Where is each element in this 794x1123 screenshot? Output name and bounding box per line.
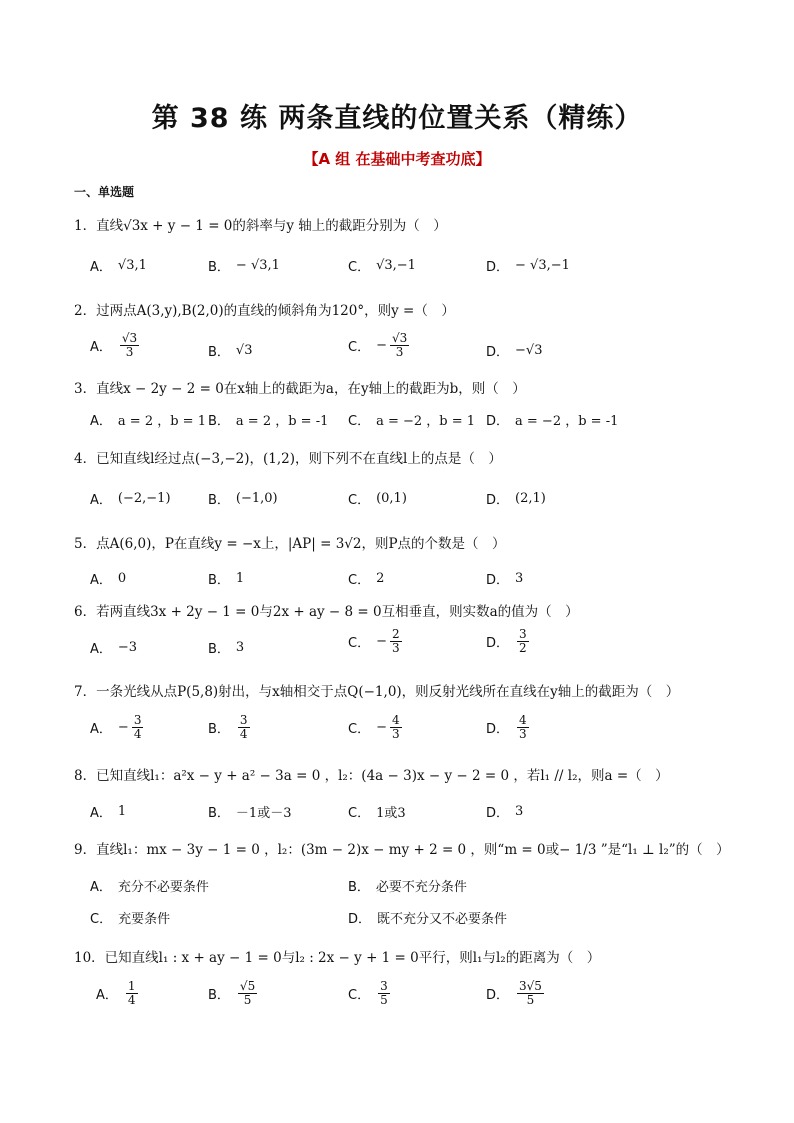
- question-2-option-b[interactable]: B． √3: [208, 343, 253, 360]
- question-4-option-c[interactable]: C． (0,1): [348, 491, 407, 508]
- fraction: $\frac{4}{3}$: [519, 713, 527, 741]
- fraction: $\frac{2}{3}$: [391, 627, 400, 655]
- fraction: $\frac{√3}{3}$: [391, 331, 408, 359]
- group-subtitle: 【A 组 在基础中考查功底】: [303, 150, 491, 168]
- question-4-option-d[interactable]: D． (2,1): [486, 491, 546, 508]
- question-6-option-d[interactable]: D． $\frac{3}{2}$: [486, 627, 527, 655]
- question-2-option-a[interactable]: A． $\frac{√3}{3}$: [90, 331, 138, 359]
- question-8-option-c[interactable]: C． 1或3: [348, 806, 406, 821]
- question-2-option-c[interactable]: C． − $\frac{√3}{3}$: [348, 331, 408, 359]
- question-7-option-b[interactable]: B． $\frac{3}{4}$: [208, 713, 248, 741]
- question-3-option-d[interactable]: D． a = −2 ，b = -1: [486, 414, 619, 429]
- question-8-option-b[interactable]: B． －1或－3: [208, 806, 292, 821]
- question-4-option-b[interactable]: B． (−1,0): [208, 491, 278, 508]
- question-10-option-b[interactable]: B． $\frac{√5}{5}$: [208, 979, 256, 1007]
- fraction: $\frac{√5}{5}$: [239, 979, 256, 1007]
- question-5-option-c[interactable]: C． 2: [348, 571, 385, 588]
- question-1-option-d[interactable]: D． − √3,−1: [486, 258, 570, 275]
- question-3-option-c[interactable]: C． a = −2 ，b = 1: [348, 414, 476, 429]
- question-8-stem: 8．已知直线l₁：a²x − y + a² − 3a = 0 ，l₂：(4a − 3)x − y − 2 = 0 ，若l₁ // l₂，则a =（ ）: [74, 768, 669, 784]
- question-9-option-d[interactable]: D． 既不充分又不必要条件: [348, 912, 508, 927]
- question-4-option-a[interactable]: A． (−2,−1): [90, 491, 171, 508]
- question-10-option-c[interactable]: C． $\frac{3}{5}$: [348, 979, 388, 1007]
- question-2-option-d[interactable]: D． −√3: [486, 343, 543, 360]
- question-6-option-a[interactable]: A． −3: [90, 640, 138, 657]
- question-9-stem: 9．直线l₁：mx − 3y − 1 = 0 ，l₂：(3m − 2)x − my + 2 = 0 ，则“m = 0或− 1/3 ”是“l₁ ⊥ l₂”的（ ）: [74, 842, 730, 858]
- question-8-option-d[interactable]: D． 3: [486, 804, 524, 821]
- fraction: $\frac{√3}{3}$: [121, 331, 138, 359]
- question-10-option-a[interactable]: A． $\frac{1}{4}$: [96, 979, 136, 1007]
- question-10-option-d[interactable]: D． $\frac{3√5}{5}$: [486, 979, 542, 1007]
- question-7-option-a[interactable]: A． − $\frac{3}{4}$: [90, 713, 142, 741]
- question-1-option-a[interactable]: A． √3,1: [90, 258, 147, 275]
- question-3-stem: 3．直线x − 2y − 2 = 0在x轴上的截距为a，在y轴上的截距为b，则（ ）: [74, 381, 526, 397]
- fraction: $\frac{3}{4}$: [239, 713, 248, 741]
- question-9-option-c[interactable]: C． 充要条件: [90, 912, 171, 927]
- question-5-option-b[interactable]: B． 1: [208, 571, 245, 588]
- question-6-option-c[interactable]: C． − $\frac{2}{3}$: [348, 627, 400, 655]
- fraction: $\frac{3}{5}$: [380, 979, 388, 1007]
- question-3-option-a[interactable]: A． a = 2 ，b = 1: [90, 414, 206, 429]
- question-9-option-a[interactable]: A． 充分不必要条件: [90, 880, 209, 895]
- fraction: $\frac{3√5}{5}$: [519, 979, 542, 1007]
- question-1-option-b[interactable]: B． − √3,1: [208, 258, 280, 275]
- question-2-stem: 2．过两点A(3,y),B(2,0)的直线的倾斜角为120°，则y =（ ）: [74, 303, 455, 319]
- question-10-stem: 10．已知直线l₁ : x + ay − 1 = 0与l₂ : 2x − y + 1 = 0平行，则l₁与l₂的距离为（ ）: [74, 950, 601, 966]
- question-7-option-d[interactable]: D． $\frac{4}{3}$: [486, 713, 527, 741]
- question-8-option-a[interactable]: A． 1: [90, 804, 127, 821]
- fraction: $\frac{3}{4}$: [133, 713, 142, 741]
- section-heading: 一、单选题: [74, 185, 135, 199]
- question-1-option-c[interactable]: C． √3,−1: [348, 258, 416, 275]
- question-5-stem: 5．点A(6,0)，P在直线y = −x上，|AP| = 3√2，则P点的个数是（ ）: [74, 536, 506, 552]
- question-7-stem: 7．一条光线从点P(5,8)射出，与x轴相交于点Q(−1,0)，则反射光线所在直线在y轴上的截距为（ ）: [74, 684, 680, 700]
- fraction: $\frac{4}{3}$: [391, 713, 400, 741]
- fraction: $\frac{1}{4}$: [127, 979, 136, 1007]
- question-1-stem: 1．直线√3x + y − 1 = 0的斜率与y 轴上的截距分别为（ ）: [74, 218, 447, 234]
- question-5-option-d[interactable]: D． 3: [486, 571, 524, 588]
- question-9-option-b[interactable]: B． 必要不充分条件: [348, 880, 467, 895]
- question-6-option-b[interactable]: B． 3: [208, 640, 245, 657]
- question-7-option-c[interactable]: C． − $\frac{4}{3}$: [348, 713, 400, 741]
- question-6-stem: 6．若两直线3x + 2y − 1 = 0与2x + ay − 8 = 0互相垂直，则实数a的值为（ ）: [74, 604, 579, 620]
- question-4-stem: 4．已知直线l经过点(−3,−2)，(1,2)，则下列不在直线l上的点是（ ）: [74, 451, 502, 467]
- page-title: 第 38 练 两条直线的位置关系（精练）: [151, 103, 643, 134]
- question-5-option-a[interactable]: A． 0: [90, 571, 127, 588]
- question-3-option-b[interactable]: B． a = 2 ，b = -1: [208, 414, 329, 429]
- fraction: $\frac{3}{2}$: [519, 627, 527, 655]
